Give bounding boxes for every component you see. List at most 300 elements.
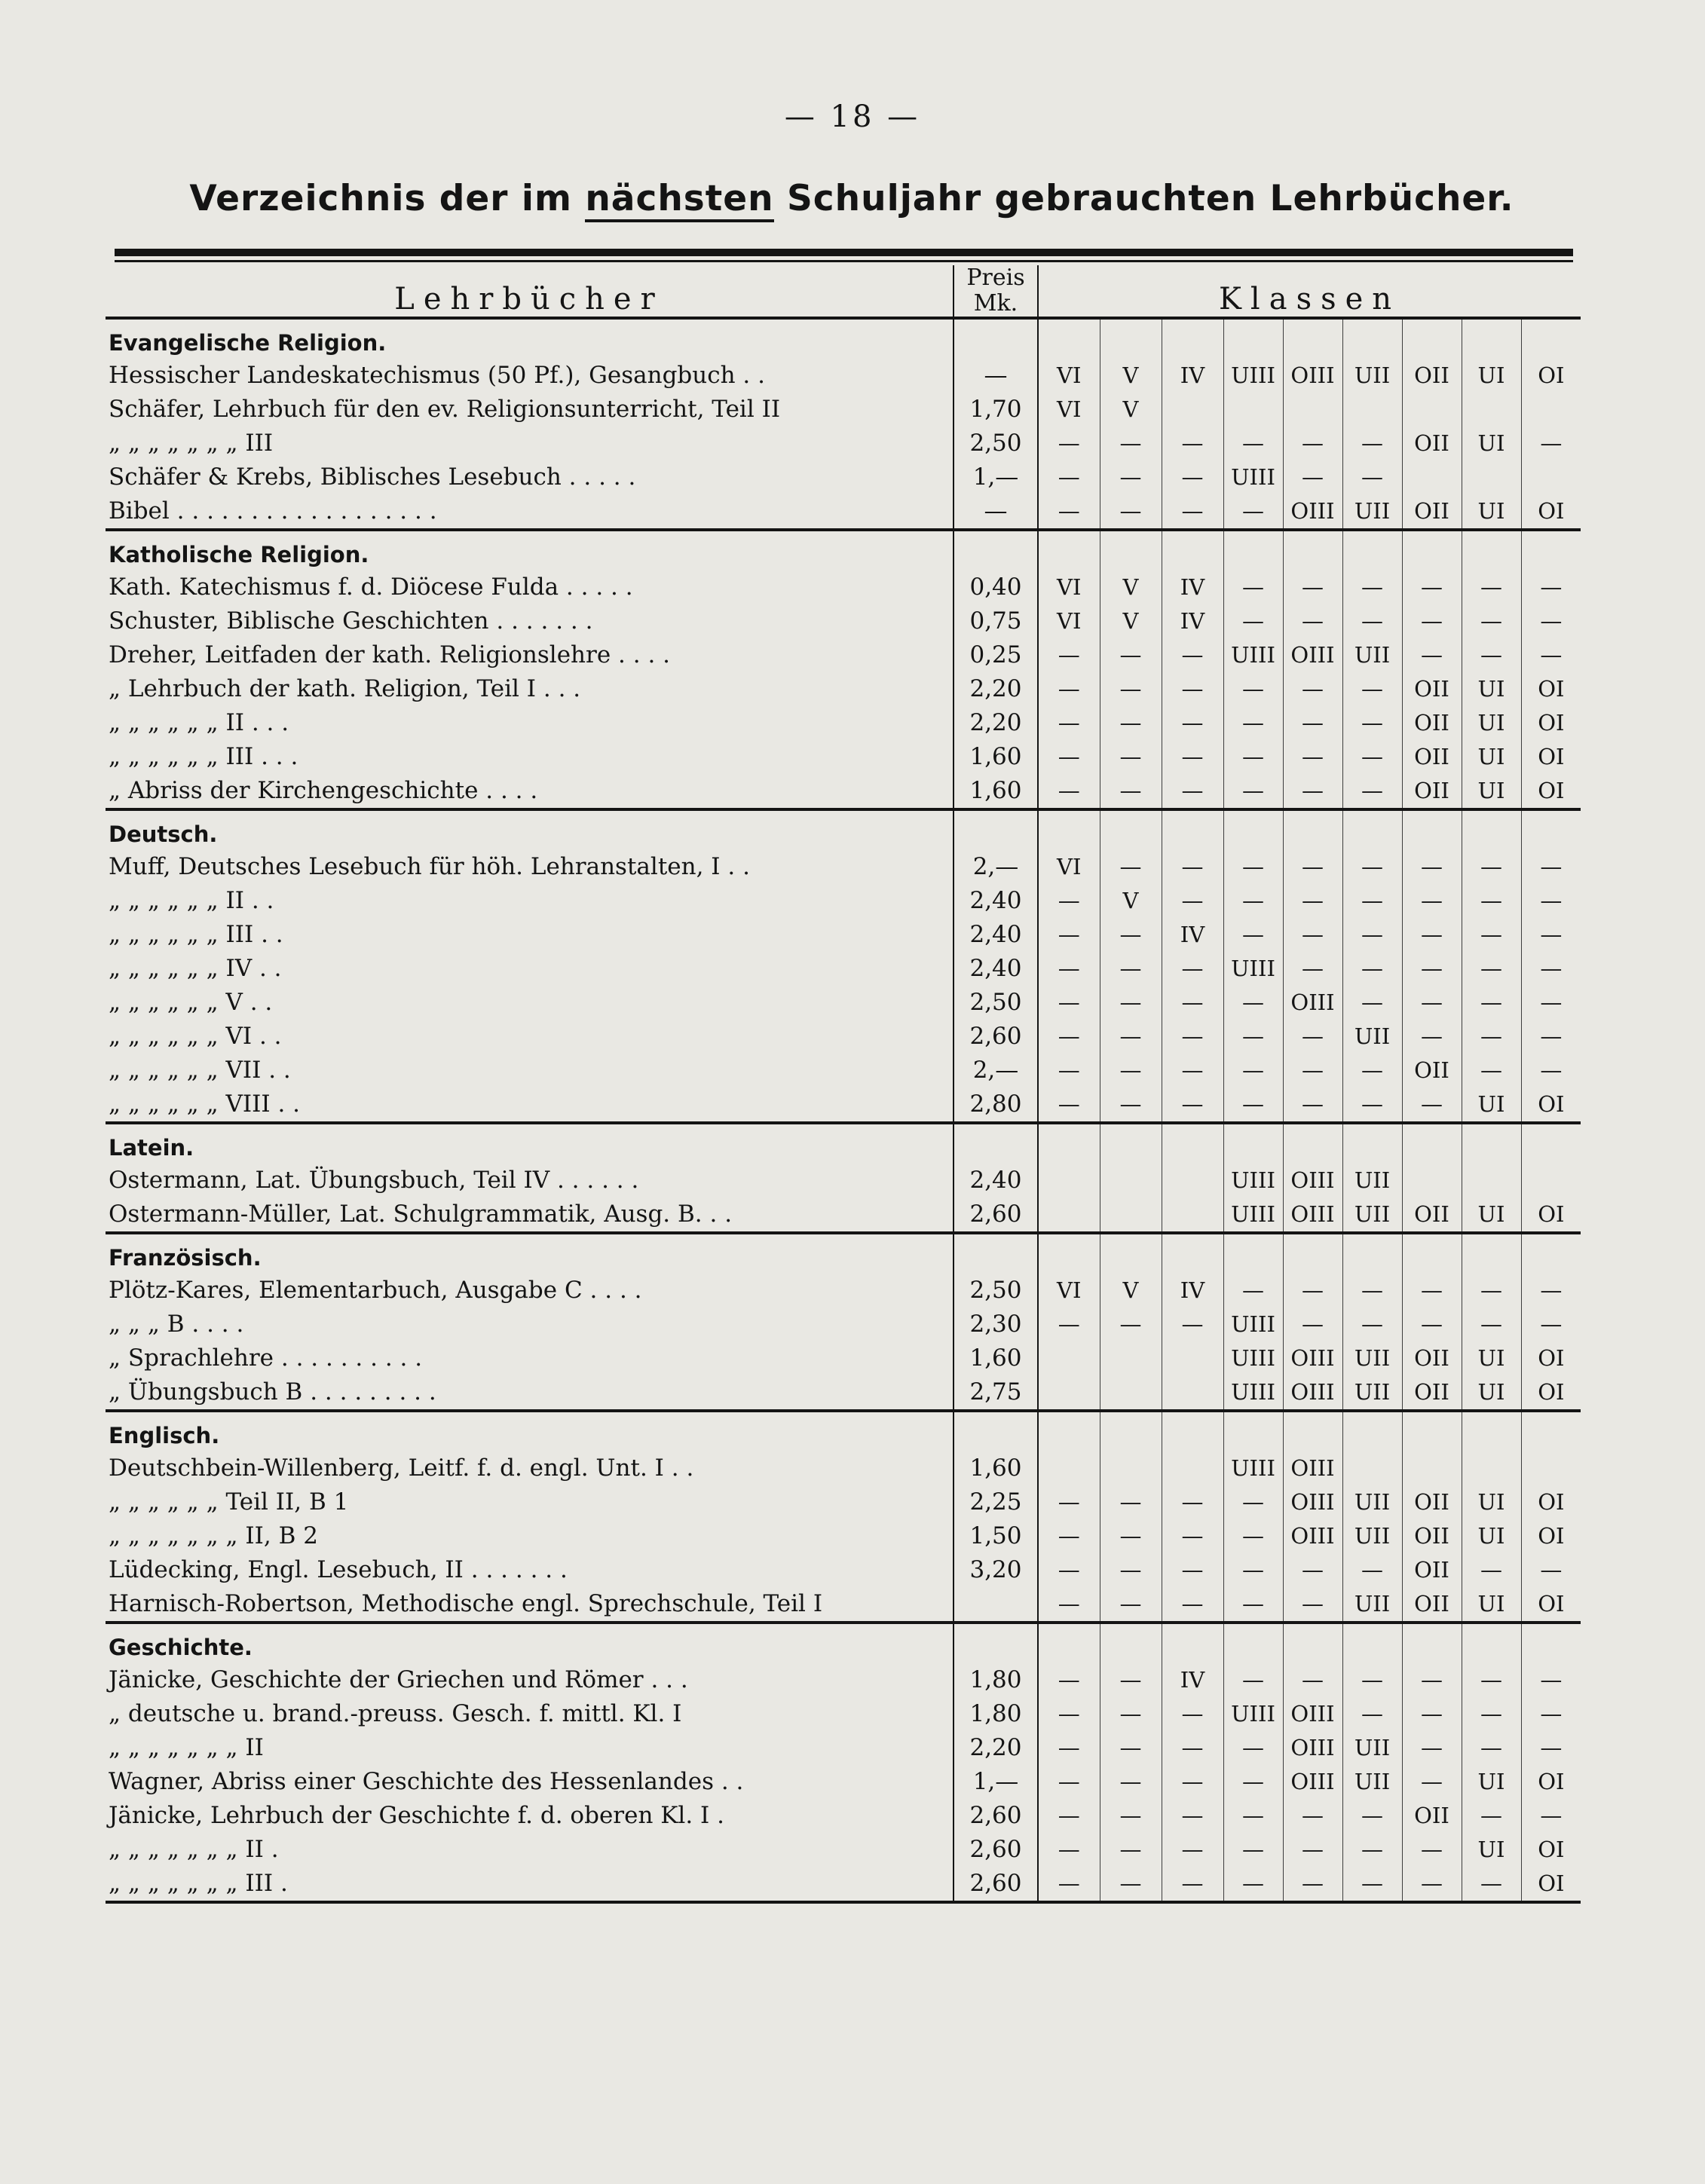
klasse-cell: —	[1223, 740, 1283, 774]
klasse-cell	[1162, 1341, 1223, 1375]
klasse-cell: —	[1100, 1308, 1162, 1341]
klasse-cell	[1402, 460, 1462, 494]
klasse-cell: —	[1462, 918, 1521, 952]
book-title-cell: „ „ „ „ „ „ V . .	[109, 989, 273, 1016]
section-klasse-cell	[1402, 1411, 1462, 1451]
klasse-cell: UI	[1462, 1587, 1521, 1623]
preis-cell: 2,—	[954, 850, 1038, 884]
klasse-cell: —	[1402, 1731, 1462, 1765]
klasse-cell: UI	[1462, 494, 1521, 530]
klasse-cell: UIII	[1223, 1341, 1283, 1375]
preis-cell: —	[954, 359, 1038, 393]
section-klasse-cell	[1521, 530, 1581, 570]
table-row	[106, 1663, 1581, 1697]
section-klasse-cell	[1342, 809, 1402, 850]
preis-cell: 1,80	[954, 1663, 1038, 1697]
klasse-cell: —	[1462, 1020, 1521, 1054]
mk-label: Mk.	[973, 290, 1018, 317]
klasse-cell: —	[1402, 1765, 1462, 1799]
klasse-cell: —	[1540, 574, 1563, 600]
klasse-cell	[1038, 1198, 1100, 1233]
section-klasse-cell	[1223, 809, 1283, 850]
klasse-cell: —	[1038, 672, 1100, 706]
section-klasse-cell	[1038, 809, 1100, 850]
klasse-cell: —	[1223, 570, 1283, 604]
section-klasse-cell	[1038, 1623, 1100, 1663]
table-row	[106, 884, 1581, 918]
klasse-cell: VI	[1038, 359, 1100, 393]
book-title-cell: „ Sprachlehre . . . . . . . . . .	[109, 1344, 423, 1372]
klasse-cell: —	[1100, 1731, 1162, 1765]
section-klasse-cell	[1162, 1411, 1223, 1451]
klasse-cell: —	[1342, 1867, 1402, 1902]
klasse-cell: —	[1038, 1519, 1100, 1553]
klasse-cell: —	[1038, 427, 1100, 460]
book-title-cell: Bibel . . . . . . . . . . . . . . . . . .	[106, 494, 954, 530]
klasse-cell	[1462, 460, 1521, 494]
section-klasse-cell	[1342, 1233, 1402, 1274]
klasse-cell: —	[1342, 850, 1402, 884]
klasse-cell: —	[1038, 952, 1100, 986]
klasse-cell: —	[1100, 952, 1162, 986]
preis-cell: 2,40	[954, 952, 1038, 986]
klasse-cell: V	[1100, 359, 1162, 393]
preis-cell: 2,25	[954, 1485, 1038, 1519]
klasse-cell: —	[1342, 1087, 1402, 1123]
klasse-cell: —	[1283, 604, 1342, 638]
klasse-cell: VI	[1038, 393, 1100, 427]
table-row	[106, 918, 1581, 952]
klasse-cell: —	[1223, 1799, 1283, 1833]
book-title-cell: Ostermann-Müller, Lat. Schulgrammatik, Ausg. B. . .	[106, 1198, 954, 1233]
klasse-cell: —	[1223, 918, 1283, 952]
table-row	[106, 952, 1581, 986]
section-row	[106, 1411, 1581, 1451]
klasse-cell: —	[1283, 850, 1342, 884]
title-underlined-word: nächsten	[585, 178, 773, 222]
book-title-cell: „ deutsche u. brand.-preuss. Gesch. f. mittl. Kl. I	[109, 1700, 682, 1727]
section-klasse-cell	[1462, 1123, 1521, 1164]
section-klasse-cell	[1283, 1123, 1342, 1164]
preis-cell: 1,60	[954, 1451, 1038, 1485]
preis-cell: 2,50	[954, 986, 1038, 1020]
klasse-cell: —	[1162, 740, 1223, 774]
klasse-cell: UII	[1342, 1164, 1402, 1198]
klasse-cell: OII	[1402, 1485, 1462, 1519]
klasse-cell: —	[1100, 918, 1162, 952]
klasse-cell: V	[1100, 570, 1162, 604]
preis-cell: 2,60	[954, 1867, 1038, 1902]
klasse-cell: —	[1100, 774, 1162, 809]
klasse-cell: OII	[1402, 1054, 1462, 1087]
klasse-cell: —	[1462, 1799, 1521, 1833]
klasse-cell: UI	[1462, 774, 1521, 809]
klasse-cell: —	[1540, 854, 1563, 879]
klasse-cell: OIII	[1283, 359, 1342, 393]
section-klasse-cell	[1162, 530, 1223, 570]
table-row	[106, 1308, 1581, 1341]
klasse-cell: OI	[1538, 676, 1565, 702]
klasse-cell: —	[1100, 986, 1162, 1020]
klasse-cell: —	[1283, 884, 1342, 918]
klasse-cell: —	[1462, 1867, 1521, 1902]
section-heading: Englisch.	[109, 1423, 220, 1448]
klasse-cell	[1342, 393, 1402, 427]
klasse-cell: —	[1283, 706, 1342, 740]
klasse-cell: OIII	[1283, 1731, 1342, 1765]
klasse-cell	[1521, 393, 1581, 427]
preis-cell: 1,60	[954, 740, 1038, 774]
klasse-cell: —	[1223, 1765, 1283, 1799]
klasse-cell: OIII	[1283, 1765, 1342, 1799]
preis-cell: 2,60	[954, 1799, 1038, 1833]
table-row	[106, 1519, 1581, 1553]
klasse-cell: —	[1342, 1799, 1402, 1833]
section-row	[106, 809, 1581, 850]
klasse-cell: —	[1100, 427, 1162, 460]
klasse-cell: —	[1402, 1308, 1462, 1341]
klasse-cell: UII	[1342, 1020, 1402, 1054]
klasse-cell: —	[1162, 1833, 1223, 1867]
klasse-cell	[1462, 1451, 1521, 1485]
klasse-cell	[1402, 1451, 1462, 1485]
klasse-cell: —	[1038, 460, 1100, 494]
book-title-cell: „ „ „ „ „ „ IV . .	[109, 955, 282, 982]
klasse-cell: —	[1462, 1553, 1521, 1587]
klasse-cell: —	[1162, 1587, 1223, 1623]
klasse-cell: —	[1402, 1867, 1462, 1902]
table-row	[106, 1451, 1581, 1485]
preis-cell: 2,20	[954, 1731, 1038, 1765]
book-title-cell: „ Abriss der Kirchengeschichte . . . .	[106, 774, 954, 809]
section-row	[106, 1233, 1581, 1274]
klasse-cell: —	[1342, 884, 1402, 918]
klasse-cell: UI	[1462, 706, 1521, 740]
klasse-cell: UI	[1462, 672, 1521, 706]
book-title-cell: Kath. Katechismus f. d. Diöcese Fulda . . . . .	[109, 574, 633, 601]
section-klasse-cell	[1038, 1411, 1100, 1451]
section-preis-cell	[954, 530, 1038, 570]
klasse-cell: —	[1162, 1867, 1223, 1902]
klasse-cell: IV	[1162, 570, 1223, 604]
table-row	[106, 740, 1581, 774]
klasse-cell: OII	[1402, 1519, 1462, 1553]
klasse-cell: —	[1283, 1799, 1342, 1833]
klasse-cell: —	[1540, 922, 1563, 947]
klasse-cell: —	[1162, 1765, 1223, 1799]
klasse-cell: —	[1402, 1663, 1462, 1697]
klasse-cell: —	[1038, 1054, 1100, 1087]
klasse-cell: —	[1283, 1274, 1342, 1308]
klasse-cell: —	[1038, 918, 1100, 952]
klasse-cell: —	[1162, 952, 1223, 986]
preis-cell	[954, 1587, 1038, 1623]
klasse-cell: —	[1462, 1274, 1521, 1308]
book-title-cell: „ „ „ „ „ „ „ II, B 2	[109, 1522, 318, 1549]
klasse-cell: —	[1100, 1087, 1162, 1123]
klasse-cell: —	[1038, 1020, 1100, 1054]
klasse-cell: —	[1162, 850, 1223, 884]
klasse-cell: —	[1462, 604, 1521, 638]
klasse-cell: —	[1038, 494, 1100, 530]
klasse-cell: UI	[1462, 427, 1521, 460]
table-row	[106, 1341, 1581, 1375]
klasse-cell: —	[1283, 1553, 1342, 1587]
klasse-cell: —	[1162, 1020, 1223, 1054]
klasse-cell: —	[1162, 1054, 1223, 1087]
section-klasse-cell	[1100, 809, 1162, 850]
klasse-cell: VI	[1038, 570, 1100, 604]
book-title-cell: „ „ „ „ „ „ VI . .	[109, 1023, 282, 1050]
book-title-cell: „ „ „ B . . . .	[109, 1311, 244, 1338]
klasse-cell	[1162, 1451, 1223, 1485]
section-klasse-cell	[1462, 530, 1521, 570]
klasse-cell: —	[1402, 1274, 1462, 1308]
book-title-cell: Schuster, Biblische Geschichten . . . . . . .	[109, 607, 593, 635]
klasse-cell: —	[1100, 460, 1162, 494]
klasse-cell: UII	[1342, 1341, 1402, 1375]
book-title-cell: „ „ „ „ „ „ II . . .	[109, 709, 289, 736]
klasse-cell: —	[1100, 1765, 1162, 1799]
preis-cell: 2,60	[954, 1833, 1038, 1867]
klasse-cell: OI	[1521, 1198, 1581, 1233]
section-heading: Katholische Religion.	[109, 542, 369, 567]
section-klasse-cell	[1402, 1623, 1462, 1663]
section-preis-cell	[954, 1623, 1038, 1663]
table-row	[106, 1375, 1581, 1411]
klasse-cell: —	[1402, 850, 1462, 884]
klasse-cell: —	[1162, 1519, 1223, 1553]
klasse-cell: OI	[1538, 710, 1565, 736]
klasse-cell: UII	[1342, 1587, 1402, 1623]
table-row	[106, 1274, 1581, 1308]
klasse-cell: —	[1283, 460, 1342, 494]
klasse-cell	[1223, 393, 1283, 427]
klasse-cell: V	[1100, 604, 1162, 638]
klasse-cell	[1342, 1451, 1402, 1485]
klasse-cell: —	[1342, 1274, 1402, 1308]
section-row	[106, 1123, 1581, 1164]
klasse-cell: —	[1162, 706, 1223, 740]
klasse-cell: VI	[1038, 604, 1100, 638]
klasse-cell: OI	[1538, 362, 1565, 388]
section-klasse-cell	[1162, 1123, 1223, 1164]
klasse-cell: —	[1038, 1833, 1100, 1867]
preis-cell: 2,30	[954, 1308, 1038, 1341]
klasse-cell: —	[1342, 672, 1402, 706]
book-title-cell: „ „ „ „ „ „ VII . .	[109, 1057, 291, 1084]
table-row	[106, 672, 1581, 706]
section-preis-cell	[954, 318, 1038, 359]
klasse-cell: —	[1100, 1519, 1162, 1553]
klasse-cell: —	[1283, 952, 1342, 986]
klasse-cell: —	[1162, 638, 1223, 672]
klasse-cell	[1100, 1341, 1162, 1375]
section-klasse-cell	[1342, 1123, 1402, 1164]
klasse-cell: OII	[1402, 1587, 1462, 1623]
preis-cell: 1,60	[954, 774, 1038, 809]
klasse-cell: —	[1283, 1867, 1342, 1902]
klasse-cell: —	[1540, 1735, 1563, 1760]
klasse-cell: —	[1462, 570, 1521, 604]
klasse-cell: —	[1540, 1023, 1563, 1049]
klasse-cell: —	[1342, 740, 1402, 774]
section-klasse-cell	[1162, 1623, 1223, 1663]
klasse-cell: —	[1342, 1663, 1402, 1697]
book-title-cell: Schäfer & Krebs, Biblisches Lesebuch . . . . .	[109, 463, 636, 491]
klasse-cell: —	[1342, 1833, 1402, 1867]
klasse-cell: OIII	[1283, 1519, 1342, 1553]
klasse-cell: VI	[1038, 1274, 1100, 1308]
klasse-cell: —	[1342, 1054, 1402, 1087]
table-row	[106, 1020, 1581, 1054]
table-row	[106, 393, 1581, 427]
klasse-cell: —	[1100, 1697, 1162, 1731]
section-heading: Evangelische Religion.	[109, 330, 387, 356]
preis-cell: 2,20	[954, 672, 1038, 706]
table-row	[106, 460, 1581, 494]
klasse-cell: OI	[1538, 1489, 1565, 1515]
klasse-cell: —	[1038, 1587, 1100, 1623]
klasse-cell: OII	[1402, 1799, 1462, 1833]
section-klasse-cell	[1521, 1123, 1581, 1164]
klasse-cell: UII	[1342, 1198, 1402, 1233]
klasse-cell: —	[1100, 638, 1162, 672]
preis-cell: 2,60	[954, 1020, 1038, 1054]
klasse-cell: V	[1100, 1274, 1162, 1308]
textbook-table	[106, 265, 1581, 1904]
klasse-cell: UIII	[1223, 1451, 1283, 1485]
klasse-cell: IV	[1162, 1663, 1223, 1697]
klasse-cell: —	[1540, 1803, 1563, 1828]
klasse-cell: UII	[1342, 1765, 1402, 1799]
klasse-cell: —	[1223, 986, 1283, 1020]
book-title-cell: Hessischer Landeskatechismus (50 Pf.), Gesangbuch . .	[109, 362, 765, 389]
klasse-cell: —	[1162, 427, 1223, 460]
klasse-cell: —	[1342, 427, 1402, 460]
klasse-cell: —	[1100, 1553, 1162, 1587]
klasse-cell: UI	[1462, 1833, 1521, 1867]
klasse-cell: —	[1402, 986, 1462, 1020]
preis-cell: 0,25	[954, 638, 1038, 672]
klasse-cell	[1100, 1451, 1162, 1485]
table-row	[106, 1087, 1581, 1123]
preis-cell: 2,60	[954, 1198, 1038, 1233]
klasse-cell: —	[1342, 918, 1402, 952]
table-row	[106, 1833, 1581, 1867]
klasse-cell: —	[1223, 1833, 1283, 1867]
klasse-cell: OI	[1538, 1837, 1565, 1862]
klasse-cell: —	[1342, 460, 1402, 494]
klasse-cell: —	[1100, 1587, 1162, 1623]
table-row	[106, 1867, 1581, 1902]
klasse-cell: —	[1402, 570, 1462, 604]
section-klasse-cell	[1342, 1623, 1402, 1663]
klasse-cell: —	[1100, 1663, 1162, 1697]
klasse-cell: IV	[1162, 604, 1223, 638]
klasse-cell: —	[1223, 1485, 1283, 1519]
preis-cell: 2,40	[954, 1164, 1038, 1198]
section-klasse-cell	[1038, 1233, 1100, 1274]
section-klasse-cell	[1462, 1233, 1521, 1274]
klasse-cell: —	[1223, 672, 1283, 706]
preis-cell: 1,50	[954, 1519, 1038, 1553]
klasse-cell: —	[1162, 1697, 1223, 1731]
klasse-cell: —	[1402, 884, 1462, 918]
klasse-cell: UIII	[1223, 952, 1283, 986]
table-row	[106, 638, 1581, 672]
klasse-cell: —	[1038, 774, 1100, 809]
klasse-cell: —	[1038, 706, 1100, 740]
klasse-cell: —	[1342, 1697, 1402, 1731]
table-row	[106, 1485, 1581, 1519]
klasse-cell: UI	[1462, 1341, 1521, 1375]
klasse-cell: —	[1540, 956, 1563, 981]
preis-cell: —	[954, 494, 1038, 530]
klasse-cell: —	[1283, 774, 1342, 809]
klasse-cell	[1402, 393, 1462, 427]
klasse-cell: —	[1402, 952, 1462, 986]
section-klasse-cell	[1100, 1233, 1162, 1274]
klasse-cell: UI	[1462, 1198, 1521, 1233]
preis-cell: 2,40	[954, 918, 1038, 952]
book-title-cell: Jänicke, Lehrbuch der Geschichte f. d. oberen Kl. I .	[109, 1802, 725, 1829]
klasse-cell: —	[1540, 1701, 1563, 1727]
klasse-cell: —	[1162, 1799, 1223, 1833]
book-title-cell: Jänicke, Geschichte der Griechen und Römer . . .	[109, 1666, 688, 1693]
book-title-cell: „ „ „ „ „ „ Teil II, B 1	[109, 1488, 349, 1516]
table-row	[106, 1164, 1581, 1198]
klasse-cell: —	[1223, 1867, 1283, 1902]
klasse-cell: —	[1462, 1054, 1521, 1087]
klasse-cell: OI	[1538, 1523, 1565, 1549]
klasse-cell: —	[1462, 1731, 1521, 1765]
klasse-cell: OIII	[1283, 1451, 1342, 1485]
klasse-cell: —	[1402, 638, 1462, 672]
header-rule-thick	[115, 249, 1573, 256]
klasse-cell: —	[1038, 1308, 1100, 1341]
klasse-cell: UIII	[1223, 460, 1283, 494]
klasse-cell: —	[1100, 1485, 1162, 1519]
klasse-cell: —	[1223, 884, 1283, 918]
section-klasse-cell	[1283, 1411, 1342, 1451]
klasse-cell: —	[1223, 494, 1283, 530]
klasse-cell: —	[1100, 1054, 1162, 1087]
preis-cell: 3,20	[954, 1553, 1038, 1587]
klasse-cell: —	[1283, 1663, 1342, 1697]
klasse-cell: —	[1162, 1553, 1223, 1587]
klasse-cell: UIII	[1223, 359, 1283, 393]
klasse-cell: —	[1342, 604, 1402, 638]
klasse-cell: OII	[1402, 672, 1462, 706]
klasse-cell: —	[1342, 1308, 1402, 1341]
section-klasse-cell	[1462, 809, 1521, 850]
klasse-cell: —	[1223, 1020, 1283, 1054]
section-klasse-cell	[1402, 1123, 1462, 1164]
klasse-cell: —	[1283, 1833, 1342, 1867]
section-klasse-cell	[1100, 530, 1162, 570]
klasse-cell: UI	[1462, 359, 1521, 393]
klasse-cell: —	[1038, 638, 1100, 672]
klasse-cell: OI	[1521, 774, 1581, 809]
preis-cell: 1,60	[954, 1341, 1038, 1375]
klasse-cell: —	[1038, 1765, 1100, 1799]
klasse-cell: V	[1100, 393, 1162, 427]
preis-cell: 2,20	[954, 706, 1038, 740]
klasse-cell: —	[1162, 672, 1223, 706]
klasse-cell: UII	[1342, 1375, 1402, 1411]
klasse-cell: IV	[1162, 359, 1223, 393]
